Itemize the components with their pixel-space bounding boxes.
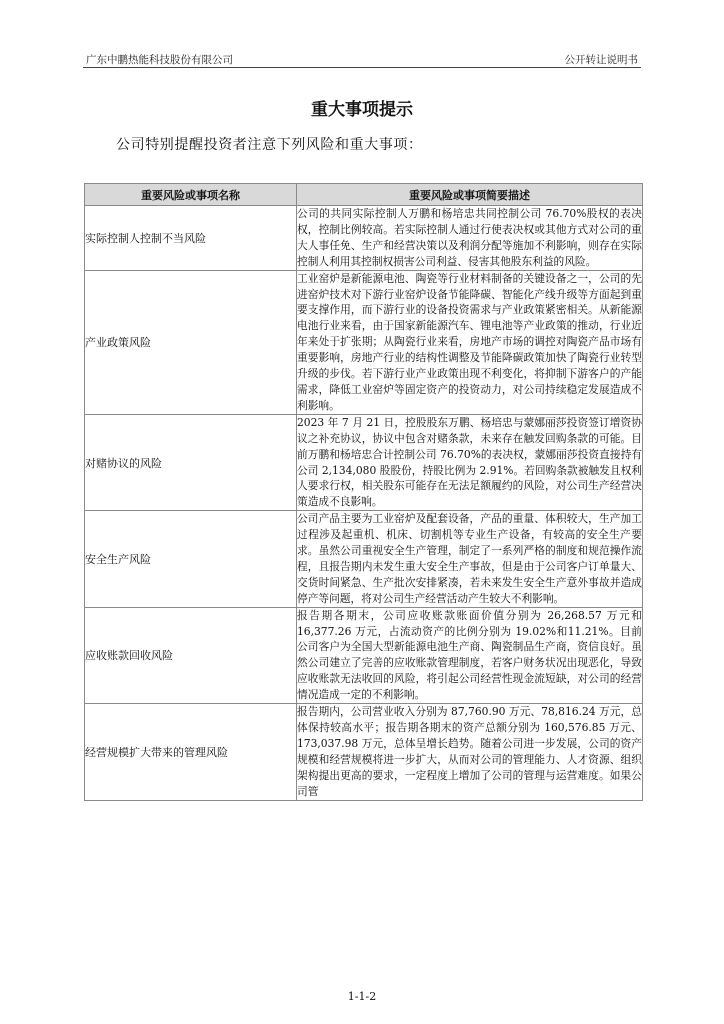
risk-table [84,183,643,801]
col-header-desc: 重要风险或事项简要描述 [297,184,643,206]
page-header [83,50,641,66]
header-divider [83,67,641,68]
table-row [85,414,643,510]
risk-name: 对赌协议的风险 [85,414,297,510]
page-number: 1-1-2 [347,990,377,1003]
risk-name: 实际控制人控制不当风险 [85,206,297,271]
risk-name: 产业政策风险 [85,270,297,414]
col-header-name: 重要风险或事项名称 [85,184,297,206]
risk-desc: 报告期内，公司营业收入分别为 87,760.90 万元、78,816.24 万元，总体保持较高水平；报告期各期末的资产总额分别为 160,576.85 万元、173,037.98 万元，总体呈增长趋势。随着公司进一步发展，公司的资产规模和经营规模将进一步扩大，从而对公司的管理能力、人才资源、组织架构提出更高的要求，一定程度上增加了公司的管理与运营难度。如果公司管 [297,704,643,800]
page-title: 重大事项提示 [311,100,413,120]
table-row [85,607,643,703]
risk-name: 安全生产风险 [85,511,297,607]
header-company: 广东中鹏热能科技股份有限公司 [86,54,233,66]
risk-desc: 公司产品主要为工业窑炉及配套设备，产品的重量、体积较大，生产加工过程涉及起重机、机床、切割机等专业生产设备，有较高的安全生产要求。虽然公司重视安全生产管理，制定了一系列严格的制度和规范操作流程，且报告期内未发生重大安全生产事故，但是由于公司客户订单量大、交货时间紧急、生产批次安排紧凑，若未来发生安全生产意外事故并造成停产等问题，将对公司生产经营活动产生较大不利影响。 [297,511,643,607]
risk-name: 应收账款回收风险 [85,607,297,703]
intro-text: 公司特别提醒投资者注意下列风险和重大事项： [116,137,423,153]
table-row [85,270,643,414]
risk-desc: 报告期各期末，公司应收账款账面价值分别为 26,268.57 万元和 16,377.26 万元，占流动资产的比例分别为 19.02%和11.21%。目前公司客户为全国大型新能源电池生产商、陶瓷制品生产商，资信良好。虽然公司建立了完善的应收账款管理制度，若客户财务状况出现恶化，导致应收账款无法收回的风险，将引起公司经营性现金流短缺，对公司的经营情况造成一定的不利影响。 [297,607,643,703]
risk-name: 经营规模扩大带来的管理风险 [85,704,297,800]
table-row [85,704,643,800]
risk-desc: 工业窑炉是新能源电池、陶瓷等行业材料制备的关键设备之一，公司的先进窑炉技术对下游行业窑炉设备节能降碳、智能化产线升级等方面起到重要支撑作用，而下游行业的设备投资需求与产业政策紧密相关。从新能源电池行业来看，由于国家新能源汽车、锂电池等产业政策的推动，行业近年来处于扩张期；从陶瓷行业来看，房地产市场的调控对陶瓷产品市场有重要影响，房地产行业的结构性调整及节能降碳政策加快了陶瓷行业转型升级的步伐。若下游行业产业政策出现不利变化，将抑制下游客户的产能需求，降低工业窑炉等固定资产的投资动力，对公司持续稳定发展造成不利影响。 [297,270,643,414]
table-row [85,511,643,607]
table-row [85,206,643,271]
table-header-row [85,184,643,206]
risk-desc: 2023 年 7 月 21 日，控股股东万鹏、杨培忠与蒙娜丽莎投资签订增资协议之补充协议，协议中包含对赌条款，未来存在触发回购条款的可能。目前万鹏和杨培忠合计控制公司 76.70%的表决权，蒙娜丽莎投资直接持有公司 2,134,080 股股份，持股比例为 2.91%。若回购条款被触发且权利人要求行权，相关股东可能存在无法足额履约的风险，对公司生产经营决策造成不良影响。 [297,414,643,510]
header-doc-type: 公开转让说明书 [564,54,638,66]
risk-desc: 公司的共同实际控制人万鹏和杨培忠共同控制公司 76.70%股权的表决权，控制比例较高。若实际控制人通过行使表决权或其他方式对公司的重大人事任免、生产和经营决策以及利润分配等施加不利影响，则存在实际控制人利用其控制权损害公司利益、侵害其他股东利益的风险。 [297,206,643,271]
